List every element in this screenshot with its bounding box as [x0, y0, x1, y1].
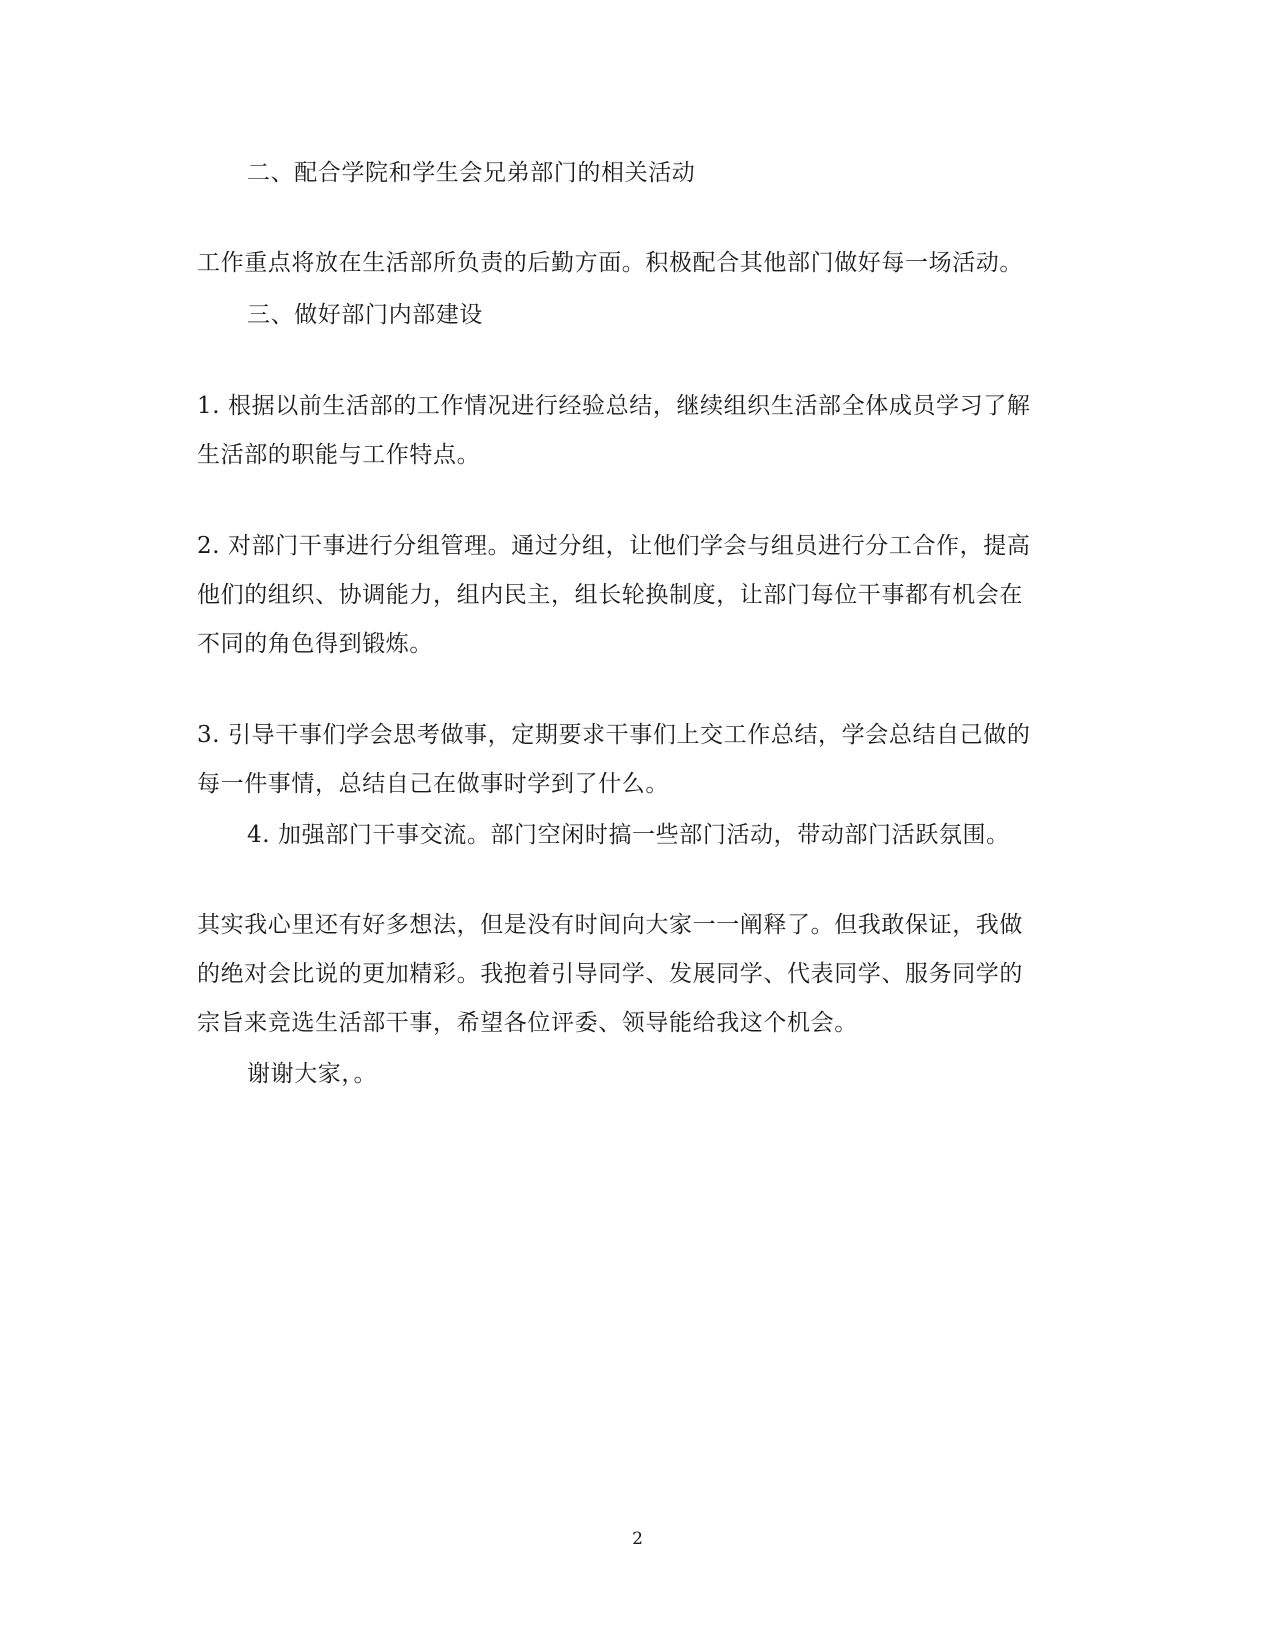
list-item-1-line-2: 生活部的职能与工作特点。 — [197, 442, 481, 468]
list-item-3-line-1: 3. 引导干事们学会思考做事，定期要求干事们上交工作总结，学会总结自己做的 — [197, 722, 1031, 748]
paragraph-line: 工作重点将放在生活部所负责的后勤方面。积极配合其他部门做好每一场活动。 — [197, 250, 1023, 276]
closing-paragraph-line-2: 的绝对会比说的更加精彩。我抱着引导同学、发展同学、代表同学、服务同学的 — [197, 961, 1023, 987]
page-number: 2 — [632, 1529, 643, 1549]
list-item-2-line-2: 他们的组织、协调能力，组内民主，组长轮换制度，让部门每位干事都有机会在 — [197, 582, 1023, 608]
thanks-line: 谢谢大家，。 — [247, 1061, 378, 1087]
section-heading-3: 三、做好部门内部建设 — [247, 302, 483, 328]
closing-paragraph-line-1: 其实我心里还有好多想法，但是没有时间向大家一一阐释了。但我敢保证，我做 — [197, 912, 1023, 938]
list-item-1-line-1: 1. 根据以前生活部的工作情况进行经验总结，继续组织生活部全体成员学习了解 — [197, 393, 1031, 419]
list-item-2-line-1: 2. 对部门干事进行分组管理。通过分组，让他们学会与组员进行分工合作，提高 — [197, 533, 1031, 559]
list-item-4: 4. 加强部门干事交流。部门空闲时搞一些部门活动，带动部门活跃氛围。 — [247, 822, 1010, 848]
list-item-3-line-2: 每一件事情，总结自己在做事时学到了什么。 — [197, 771, 669, 797]
list-item-2-line-3: 不同的角色得到锻炼。 — [197, 631, 433, 657]
closing-paragraph-line-3: 宗旨来竞选生活部干事，希望各位评委、领导能给我这个机会。 — [197, 1010, 858, 1036]
section-heading-2: 二、配合学院和学生会兄弟部门的相关活动 — [247, 160, 696, 186]
